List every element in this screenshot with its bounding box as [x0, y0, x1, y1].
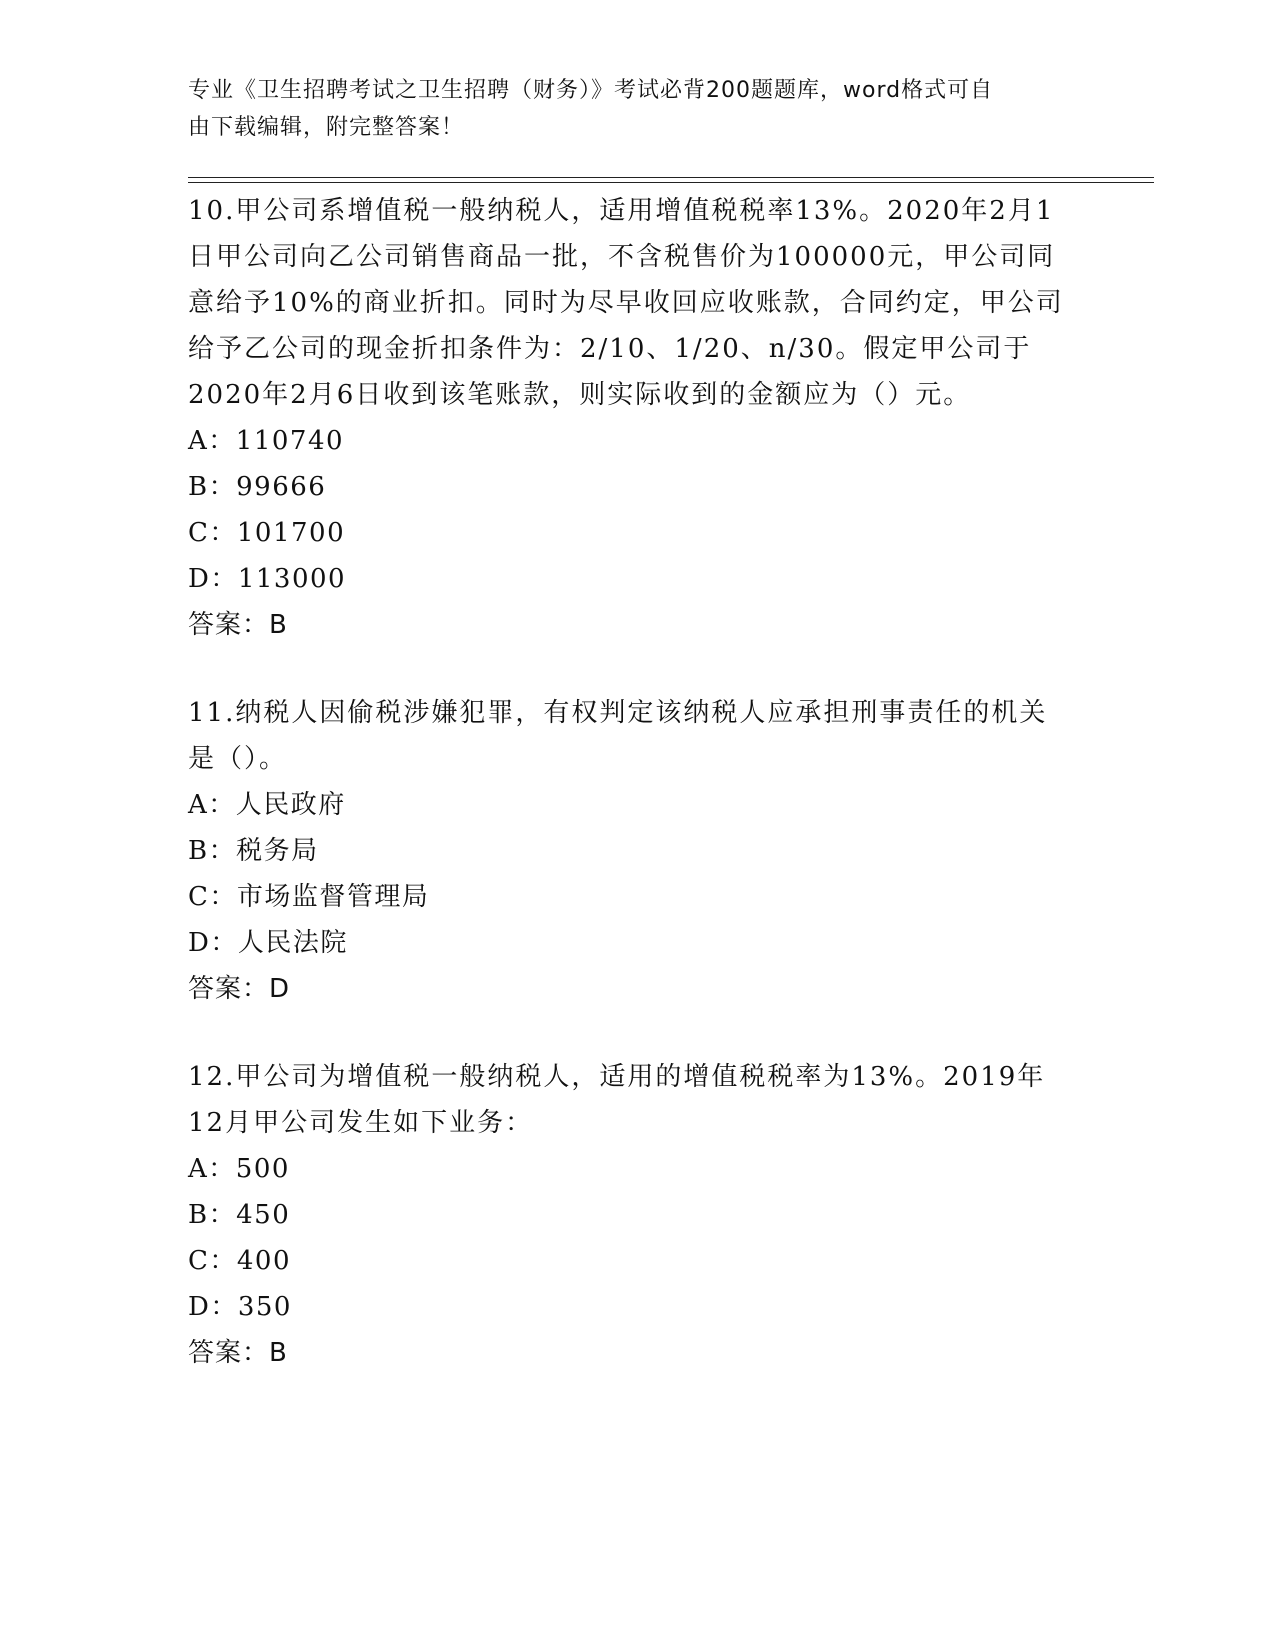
stem-line: 12月甲公司发生如下业务：	[188, 1108, 534, 1138]
stem-line: 日甲公司向乙公司销售商品一批，不含税售价为100000元，甲公司同	[188, 242, 1056, 272]
stem-line: 是（）。	[188, 744, 288, 774]
option-b: B：450	[188, 1200, 291, 1230]
answer-line: 答案：D	[188, 974, 291, 1004]
question-10	[188, 188, 1088, 648]
option-a: A：110740	[188, 426, 345, 456]
stem-line: 12.甲公司为增值税一般纳税人，适用的增值税税率为13%。2019年	[188, 1062, 1046, 1092]
document-header	[188, 72, 1088, 146]
option-d: D：350	[188, 1292, 292, 1322]
answer-line: 答案：B	[188, 1338, 288, 1368]
option-a: A：500	[188, 1154, 290, 1184]
option-c: C：400	[188, 1246, 292, 1276]
header-divider-bottom	[188, 182, 1154, 183]
stem-line: 意给予10%的商业折扣。同时为尽早收回应收账款，合同约定，甲公司	[188, 288, 1064, 318]
option-b: B：税务局	[188, 836, 319, 866]
option-d: D：人民法院	[188, 928, 348, 958]
option-a: A：人民政府	[188, 790, 346, 820]
question-12	[188, 1054, 1088, 1376]
option-c: C：市场监督管理局	[188, 882, 430, 912]
option-d: D：113000	[188, 564, 347, 594]
question-stem	[188, 188, 1088, 418]
stem-line: 2020年2月6日收到该笔账款，则实际收到的金额应为（）元。	[188, 380, 972, 410]
stem-line: 10.甲公司系增值税一般纳税人，适用增值税税率13%。2020年2月1	[188, 196, 1055, 226]
question-stem	[188, 690, 1088, 782]
option-c: C：101700	[188, 518, 346, 548]
header-divider-top	[188, 177, 1154, 178]
option-b: B：99666	[188, 472, 327, 502]
header-line-2: 由下载编辑，附完整答案！	[188, 115, 465, 140]
stem-line: 给予乙公司的现金折扣条件为：2/10、1/20、n/30。假定甲公司于	[188, 334, 1032, 364]
header-line-1: 专业《卫生招聘考试之卫生招聘（财务）》考试必背200题题库，word格式可自	[188, 78, 994, 103]
question-11	[188, 690, 1088, 1012]
question-stem	[188, 1054, 1088, 1146]
stem-line: 11.纳税人因偷税涉嫌犯罪，有权判定该纳税人应承担刑事责任的机关	[188, 698, 1048, 728]
answer-line: 答案：B	[188, 610, 288, 640]
